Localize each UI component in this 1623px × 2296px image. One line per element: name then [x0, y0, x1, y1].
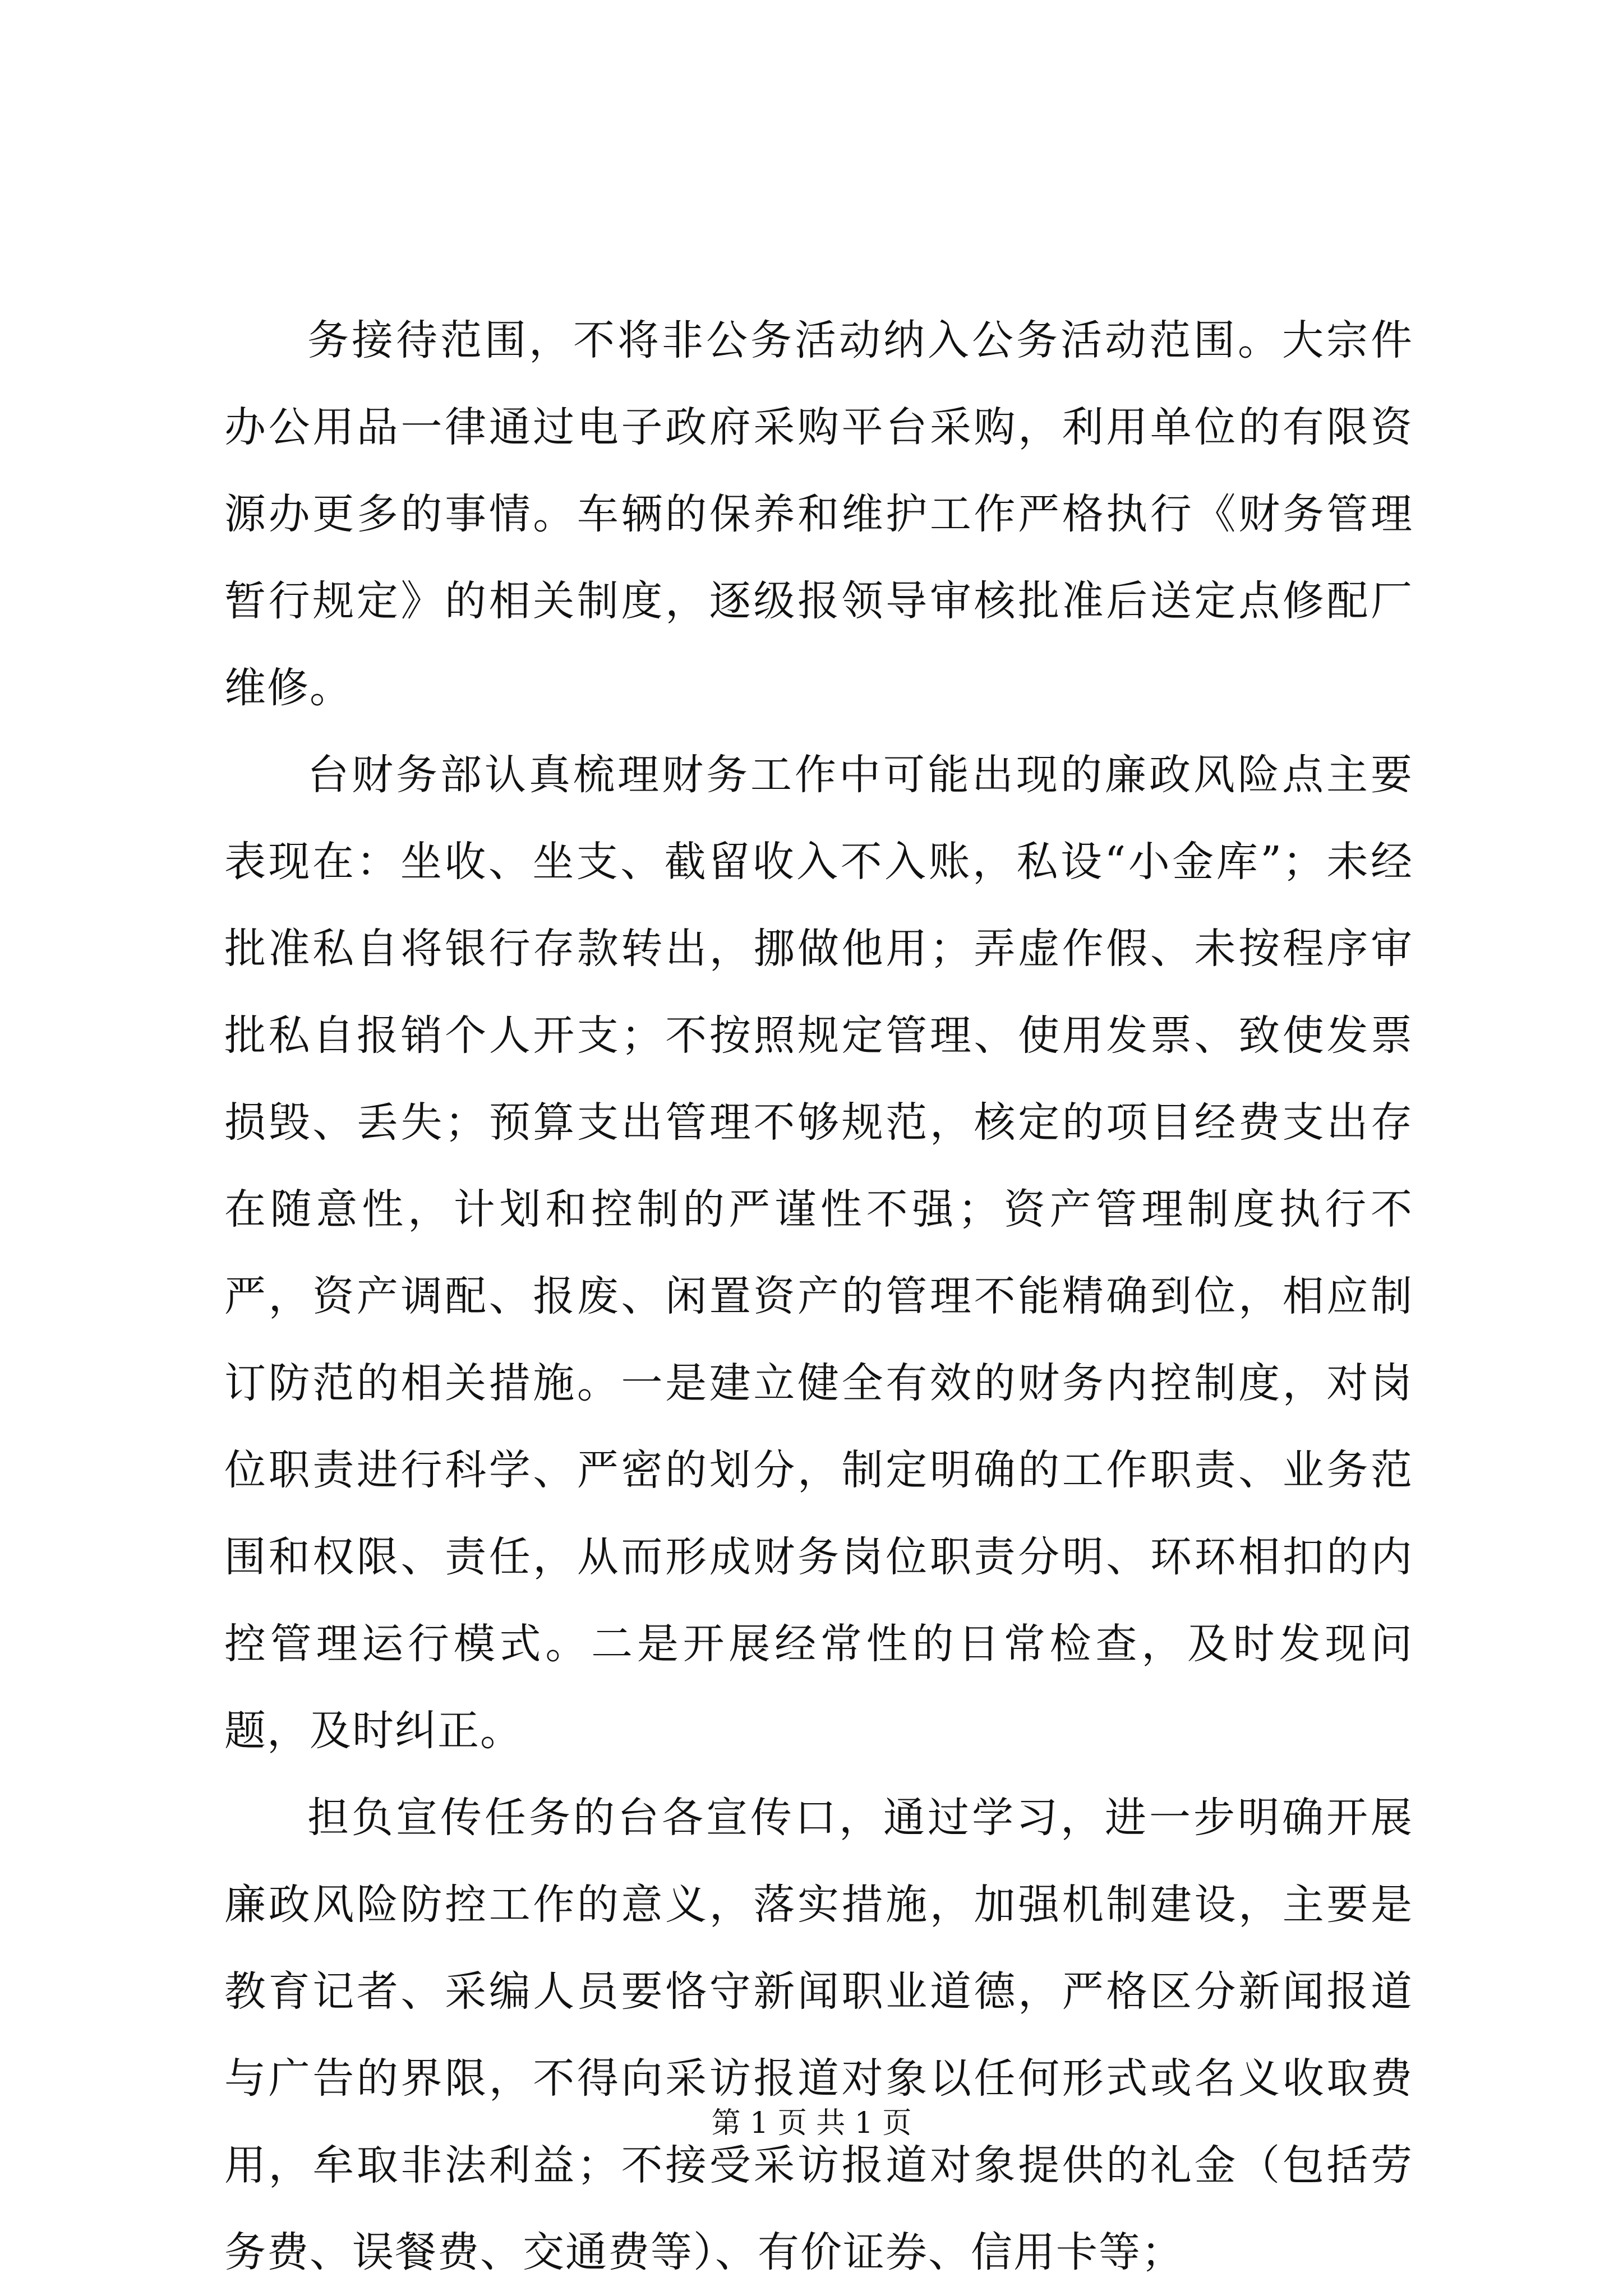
page-footer: 第 1 页 共 1 页	[711, 2106, 912, 2140]
paragraph-3: 担负宣传任务的台各宣传口，通过学习，进一步明确开展廉政风险防控工作的意义，落实措施，加强机制建设，主要是教育记者、采编人员要恪守新闻职业道德，严格区分新闻报道与广告的界限，不得向采访报道对象以任何形式或名义收取费用，牟取非法利益；不接受采访报道对象提供的礼金（包括劳务费、误餐费、交通费等）、有价证券、信用卡等；	[224, 1794, 1413, 2276]
paragraph-1: 务接待范围，不将非公务活动纳入公务活动范围。大宗件办公用品一律通过电子政府采购平台采购，利用单位的有限资源办更多的事情。车辆的保养和维护工作严格执行《财务管理暂行规定》的相关制度，逐级报领导审核批准后送定点修配厂维修。	[224, 316, 1413, 712]
paragraph-2: 台财务部认真梳理财务工作中可能出现的廉政风险点主要表现在：坐收、坐支、截留收入不入账，私设“小金库”；未经批准私自将银行存款转出，挪做他用；弄虚作假、未按程序审批私自报销个人开支；不按照规定管理、使用发票、致使发票损毁、丢失；预算支出管理不够规范，核定的项目经费支出存在随意性，计划和控制的严谨性不强；资产管理制度执行不严，资产调配、报废、闲置资产的管理不能精确到位，相应制订防范的相关措施。一是建立健全有效的财务内控制度，对岗位职责进行科学、严密的划分，制定明确的工作职责、业务范围和权限、责任，从而形成财务岗位职责分明、环环相扣的内控管理运行模式。二是开展经常性的日常检查，及时发现问题，及时纠正。	[224, 751, 1413, 1755]
document-body	[224, 297, 1413, 2296]
